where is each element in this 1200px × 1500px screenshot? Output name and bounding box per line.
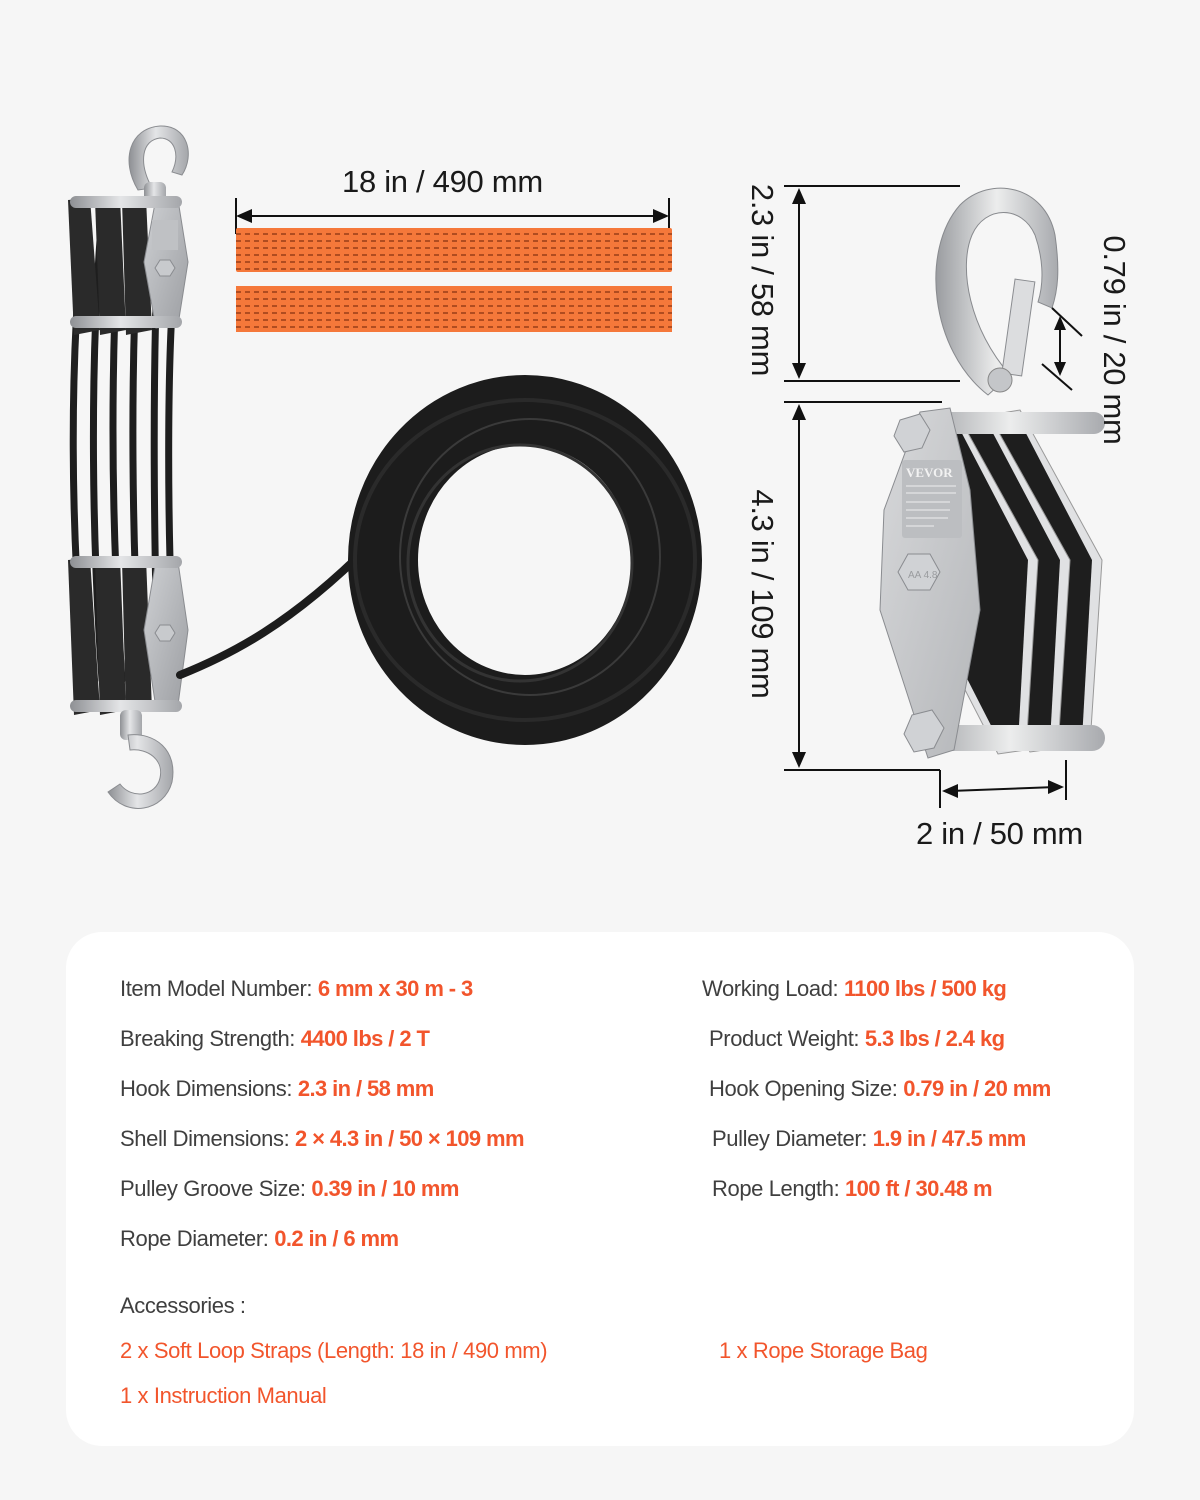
spec-working-load: Working Load: 1100 lbs / 500 kg xyxy=(702,976,1007,1001)
spec-value: 2.3 in / 58 mm xyxy=(297,1076,434,1101)
spec-rope-length: Rope Length: 100 ft / 30.48 m xyxy=(712,1176,992,1201)
spec-value: 4400 lbs / 2 T xyxy=(300,1026,430,1051)
accessory-item: 2 x Soft Loop Straps (Length: 18 in / 490 mm) xyxy=(120,1338,548,1363)
spec-hook-dimensions: Hook Dimensions: 2.3 in / 58 mm xyxy=(120,1076,434,1101)
shell-height-label: 4.3 in / 109 mm xyxy=(745,489,780,699)
spec-value: 1.9 in / 47.5 mm xyxy=(872,1126,1026,1151)
spec-value: 2 × 4.3 in / 50 × 109 mm xyxy=(295,1126,524,1151)
spec-pulley-groove-size: Pulley Groove Size: 0.39 in / 10 mm xyxy=(120,1176,459,1201)
spec-value: 0.79 in / 20 mm xyxy=(903,1076,1051,1101)
spec-value: 0.39 in / 10 mm xyxy=(311,1176,459,1201)
spec-value: 5.3 lbs / 2.4 kg xyxy=(864,1026,1005,1051)
svg-text:VEVOR: VEVOR xyxy=(906,465,953,480)
spec-value: 0.2 in / 6 mm xyxy=(274,1226,399,1251)
spec-breaking-strength: Breaking Strength: 4400 lbs / 2 T xyxy=(120,1026,430,1051)
spec-rope-diameter: Rope Diameter: 0.2 in / 6 mm xyxy=(120,1226,399,1251)
specifications-card xyxy=(66,932,1134,1446)
spec-item-model-number: Item Model Number: 6 mm x 30 m - 3 xyxy=(120,976,473,1001)
spec-pulley-diameter: Pulley Diameter: 1.9 in / 47.5 mm xyxy=(712,1126,1026,1151)
spec-value: 100 ft / 30.48 m xyxy=(845,1176,992,1201)
spec-hook-opening-size: Hook Opening Size: 0.79 in / 20 mm xyxy=(709,1076,1051,1101)
strap-length-label: 18 in / 490 mm xyxy=(342,164,543,199)
accessory-item: 1 x Instruction Manual xyxy=(120,1383,327,1408)
spec-value: 1100 lbs / 500 kg xyxy=(843,976,1007,1001)
hook-opening-label: 0.79 in / 20 mm xyxy=(1097,235,1132,445)
spec-shell-dimensions: Shell Dimensions: 2 × 4.3 in / 50 × 109 mm xyxy=(120,1126,524,1151)
shell-width-label: 2 in / 50 mm xyxy=(916,816,1083,851)
hook-height-label: 2.3 in / 58 mm xyxy=(745,183,780,377)
accessory-item: 1 x Rope Storage Bag xyxy=(719,1338,928,1363)
svg-text:AA 4.8: AA 4.8 xyxy=(908,570,938,581)
accessories-title: Accessories : xyxy=(120,1293,246,1318)
spec-product-weight: Product Weight: 5.3 lbs / 2.4 kg xyxy=(709,1026,1005,1051)
spec-value: 6 mm x 30 m - 3 xyxy=(317,976,473,1001)
